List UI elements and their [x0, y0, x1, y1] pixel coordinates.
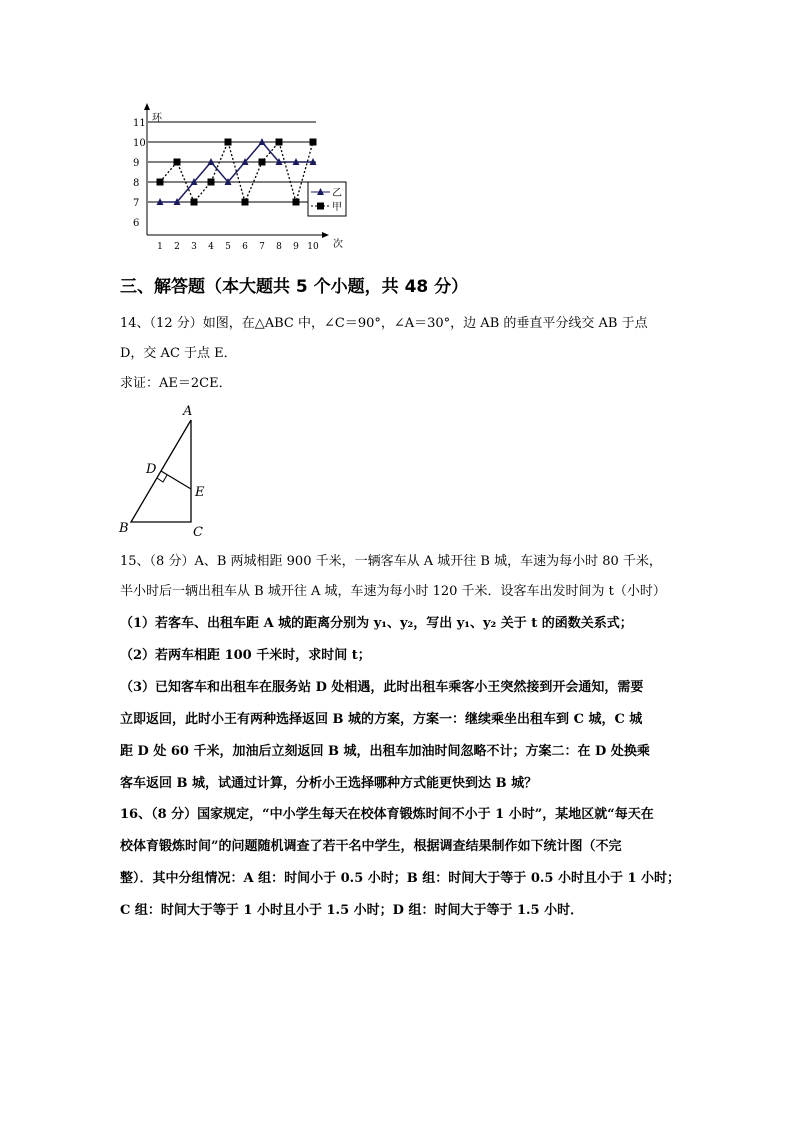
q15-part3: 客车返回 B 城，试通过计算，分析小王选择哪种方式能更快到达 B 城？ [120, 776, 538, 791]
label-a: A [183, 404, 193, 419]
y-axis-label: 环 [152, 113, 162, 124]
data-point [225, 139, 232, 146]
x-axis-arrow [322, 232, 329, 238]
x-tick-label: 2 [174, 242, 180, 252]
x-tick-label: 7 [259, 242, 265, 252]
data-point [191, 199, 198, 206]
q15-part3: （3）已知客车和出租车在服务站 D 处相遇，此时出租车乘客小王突然接到开会通知，需要 [120, 680, 644, 695]
y-tick-label: 6 [133, 218, 140, 229]
data-point [174, 159, 181, 166]
legend-marker [317, 203, 324, 210]
q16-text: 16、（8 分）国家规定，“中小学生每天在校体育锻炼时间不小于 1 小时”，某地区就“每天在 [120, 807, 654, 822]
q16-text: C 组：时间大于等于 1 小时且小于 1.5 小时；D 组：时间大于等于 1.5 小时． [120, 903, 584, 918]
x-tick-label: 4 [208, 242, 214, 252]
x-tick-label: 9 [293, 242, 299, 252]
q15-part1: （1）若客车、出租车距 A 城的距离分别为 y₁、y₂，写出 y₁、y₂ 关于 t 的函数关系式； [120, 616, 633, 631]
x-tick-label: 6 [242, 242, 248, 252]
q16-text: 校体育锻炼时间”的问题随机调查了若干名中学生，根据调查结果制作如下统计图（不完 [120, 839, 622, 854]
q15-text: 15、（8 分）A、B 两城相距 900 千米，一辆客车从 A 城开往 B 城，车速为每小时 80 千米， [120, 554, 662, 569]
q15-part3: 立即返回，此时小王有两种选择返回 B 城的方案，方案一：继续乘坐出租车到 C 城，C 城 [120, 712, 643, 727]
q14-text: 14、（12 分）如图，在△ABC 中，∠C＝90°，∠A＝30°，边 AB 的垂直平分线交 AB 于点 [120, 316, 648, 331]
data-point [157, 179, 164, 186]
x-tick-label: 10 [307, 242, 319, 252]
x-tick-label: 3 [191, 242, 197, 252]
legend-label: 乙 [332, 188, 342, 199]
y-tick-label: 8 [133, 178, 140, 189]
label-d: D [146, 462, 157, 477]
data-point [208, 179, 215, 186]
legend-label: 甲 [332, 202, 342, 213]
data-point [276, 139, 283, 146]
q15-part2: （2）若两车相距 100 千米时，求时间 t； [120, 648, 371, 663]
x-axis-label: 次 [333, 239, 343, 250]
line-chart [0, 0, 794, 270]
x-tick-label: 5 [225, 242, 231, 252]
q14-text: D，交 AC 于点 E． [120, 346, 237, 361]
perpendicular-bisector [161, 471, 191, 489]
section-title: 三、解答题（本大题共 5 个小题，共 48 分） [120, 277, 469, 297]
y-tick-label: 11 [133, 118, 146, 129]
y-tick-label: 9 [133, 158, 140, 169]
x-tick-label: 8 [276, 242, 282, 252]
label-e: E [195, 485, 205, 500]
triangle-figure [0, 400, 794, 540]
data-point [259, 159, 266, 166]
q14-prove: 求证：AE＝2CE． [120, 376, 232, 391]
q15-part3: 距 D 处 60 千米，加油后立刻返回 B 城，出租车加油时间忽略不计；方案二：在 D 处换乘 [120, 744, 650, 759]
data-point [310, 139, 317, 146]
data-point [242, 199, 249, 206]
y-axis-arrow [144, 103, 150, 110]
y-tick-label: 10 [133, 138, 146, 149]
q15-text: 半小时后一辆出租车从 B 城开往 A 城，车速为每小时 120 千米．设客车出发时间为 t（小时） [120, 584, 666, 599]
series-line-yi [160, 142, 313, 202]
q16-text: 整）．其中分组情况：A 组：时间小于 0.5 小时；B 组：时间大于等于 0.5 小时且小于 1 小时； [120, 871, 681, 886]
label-c: C [193, 525, 203, 540]
data-point [293, 199, 300, 206]
x-tick-label: 1 [157, 242, 163, 252]
y-tick-label: 7 [133, 198, 140, 209]
label-b: B [119, 521, 129, 536]
